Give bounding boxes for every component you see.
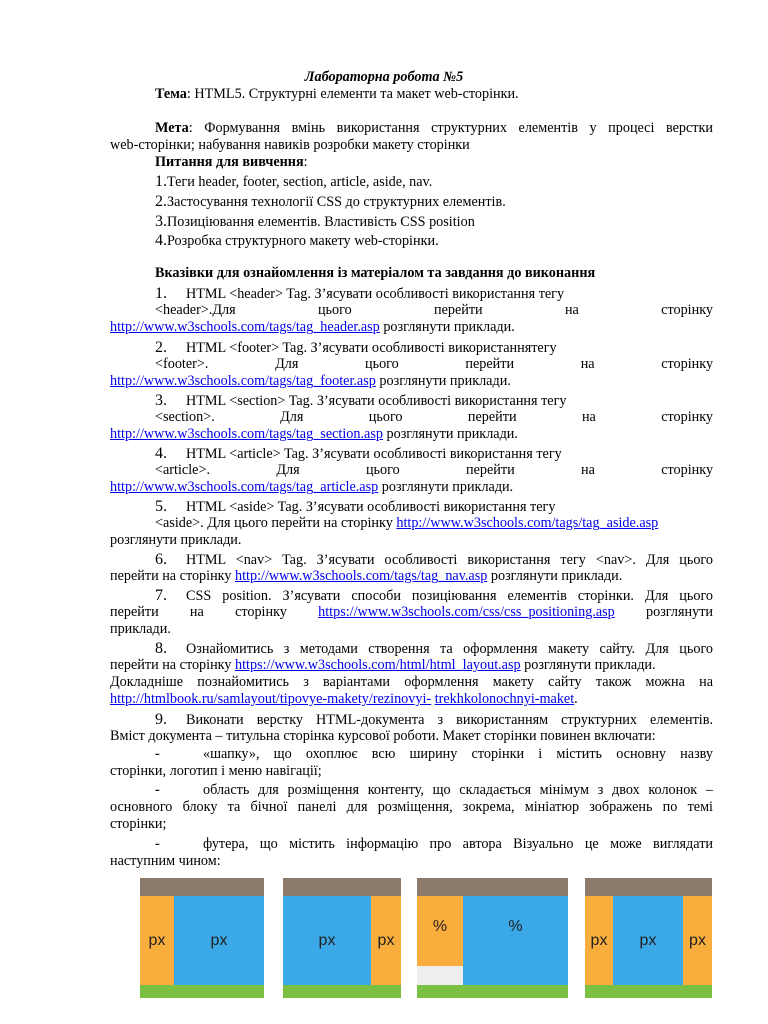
task-item-2: 2. HTML <footer> Tag. З’ясувати особливості використаннятегу: [155, 339, 557, 356]
layout-header: [283, 878, 401, 896]
layout-header: [140, 878, 264, 896]
link-html-layout[interactable]: https://www.w3schools.com/html/html_layout.asp: [235, 657, 521, 673]
task-item-6: 6. HTML <nav> Tag. З’ясувати особливості використання тегу <nav>. Для цього: [155, 551, 713, 568]
task-item-4: 4. HTML <article> Tag. З’ясувати особливості використання тегу: [155, 445, 562, 462]
layout-diagram-4: [585, 878, 712, 998]
goal-line: [155, 120, 713, 137]
layout-diagram-1: [140, 878, 264, 998]
bullet-item: - футера, що містить інформацію про автора Візуально це може виглядати: [155, 836, 713, 852]
question-item: 1.Теги header, footer, section, article, aside, nav.: [155, 173, 433, 190]
task-line: <section>. Для цього перейти на сторінку: [155, 409, 714, 425]
topic-label: Тема: [155, 86, 187, 102]
tasks-heading: Вказівки для ознайомлення із матеріалом та завдання до виконання: [155, 265, 596, 281]
task-line: <header>.Для цього перейти на сторінку: [155, 302, 713, 318]
layout-footer: [417, 985, 568, 998]
task-line: http://www.w3schools.com/tags/tag_header.asp розглянути приклади.: [110, 319, 515, 335]
link-nav[interactable]: http://www.w3schools.com/tags/tag_nav.asp: [235, 568, 488, 584]
link-article[interactable]: http://www.w3schools.com/tags/tag_article.asp: [110, 479, 379, 495]
layout-header: [417, 878, 568, 896]
layout-sidebar-right: px: [683, 896, 712, 985]
layout-diagram-2: [283, 878, 401, 998]
link-htmlbook-b[interactable]: trekhkolonochnyi-maket: [434, 691, 575, 707]
task-item-3: 3. HTML <section> Tag. З’ясувати особливості використання тегу: [155, 392, 567, 409]
task-item-5: 5. HTML <aside> Tag. З’ясувати особливості використання тегу: [155, 498, 556, 515]
bullet-line: основного блоку та бічної панелі для розміщення, зокрема, мініатюр зображень по темі: [110, 799, 713, 815]
layout-sidebar: px: [371, 896, 401, 985]
bullet-item: - «шапку», що охоплює всю ширину сторінки і містить основну назву: [155, 746, 713, 762]
goal-label: Мета: [155, 120, 189, 136]
task-line: перейти на сторінку https://www.w3schools.com/css/css_positioning.asp розглянути: [110, 604, 713, 620]
layout-footer: [283, 985, 401, 998]
layout-sidebar: %: [417, 896, 463, 966]
task-line: приклади.: [110, 621, 171, 637]
task-line: <footer>. Для цього перейти на сторінку: [155, 356, 714, 372]
bullet-line: сторінки, логотип і меню навігації;: [110, 763, 322, 779]
task-line: http://www.w3schools.com/tags/tag_section.asp розглянути приклади.: [110, 426, 518, 442]
layout-main: px: [174, 896, 264, 985]
task-line: <aside>. Для цього перейти на сторінку http://www.w3schools.com/tags/tag_aside.asp: [155, 515, 659, 531]
question-item: 3.Позиціювання елементів. Властивість CSS position: [155, 213, 475, 230]
layout-sidebar-empty: [417, 966, 463, 985]
task-line: http://www.w3schools.com/tags/tag_footer.asp розглянути приклади.: [110, 373, 511, 389]
layout-footer: [140, 985, 264, 998]
link-aside[interactable]: http://www.w3schools.com/tags/tag_aside.asp: [396, 515, 659, 531]
task-line: <article>. Для цього перейти на сторінку: [155, 462, 714, 478]
layout-sidebar: px: [140, 896, 174, 985]
layout-sidebar-left: px: [585, 896, 613, 985]
task-line: http://www.w3schools.com/tags/tag_article.asp розглянути приклади.: [110, 479, 514, 495]
bullet-line: наступним чином:: [110, 853, 221, 869]
goal-text: : Формування вмінь використання структурних елементів у процесі верстки: [188, 120, 713, 136]
task-item-1: 1. HTML <header> Tag. З’ясувати особливості використання тегу: [155, 285, 565, 302]
page-title: Лабораторна робота №5: [304, 69, 464, 85]
question-item: 4.Розробка структурного макету web-сторінки.: [155, 232, 439, 249]
task-item-7: 7. CSS position. З’ясувати способи позиціювання елементів сторінки. Для цього: [155, 587, 713, 604]
layout-footer: [585, 985, 712, 998]
topic-text: : HTML5. Структурні елементи та макет web-сторінки.: [186, 86, 519, 102]
layout-main: %: [463, 896, 568, 985]
link-htmlbook-a[interactable]: http://htmlbook.ru/samlayout/tipovye-makety/rezinovyi-: [110, 691, 432, 707]
task-line: перейти на сторінку https://www.w3schools.com/html/html_layout.asp розглянути приклади.: [110, 657, 656, 673]
task-line: http://htmlbook.ru/samlayout/tipovye-makety/rezinovyi- trekhkolonochnyi-maket.: [110, 691, 578, 707]
task-item-9: 9. Виконати верстку HTML-документа з використанням структурних елементів.: [155, 711, 713, 728]
layout-main: px: [613, 896, 683, 985]
bullet-item: - область для розміщення контенту, що складається мінімум з двох колонок –: [155, 782, 713, 798]
questions-heading: Питання для вивчення:: [155, 154, 308, 170]
task-line: Вміст документа – титульна сторінка курсової роботи. Макет сторінки повинен включати:: [110, 728, 656, 744]
bullet-line: сторінки;: [110, 816, 167, 832]
goal-line-2: web-сторінки; набування навиків розробки макету сторінки: [110, 137, 470, 153]
task-line: перейти на сторінку http://www.w3schools.com/tags/tag_nav.asp розглянути приклади.: [110, 568, 623, 584]
layout-header: [585, 878, 712, 896]
link-header[interactable]: http://www.w3schools.com/tags/tag_header.asp: [110, 319, 380, 335]
layout-main: px: [283, 896, 371, 985]
topic-line: [155, 86, 713, 103]
question-item: 2.Застосування технології CSS до структурних елементів.: [155, 193, 506, 210]
link-footer[interactable]: http://www.w3schools.com/tags/tag_footer.asp: [110, 373, 376, 389]
task-line: Докладніше познайомитись з варіантами оформлення макету сайту також можна на: [110, 674, 713, 690]
link-css-positioning[interactable]: https://www.w3schools.com/css/css_positioning.asp: [318, 604, 615, 620]
task-line: розглянути приклади.: [110, 532, 242, 548]
link-section[interactable]: http://www.w3schools.com/tags/tag_section.asp: [110, 426, 383, 442]
task-item-8: 8. Ознайомитись з методами створення та оформлення макету сайту. Для цього: [155, 640, 713, 657]
layout-diagram-3: [417, 878, 568, 998]
